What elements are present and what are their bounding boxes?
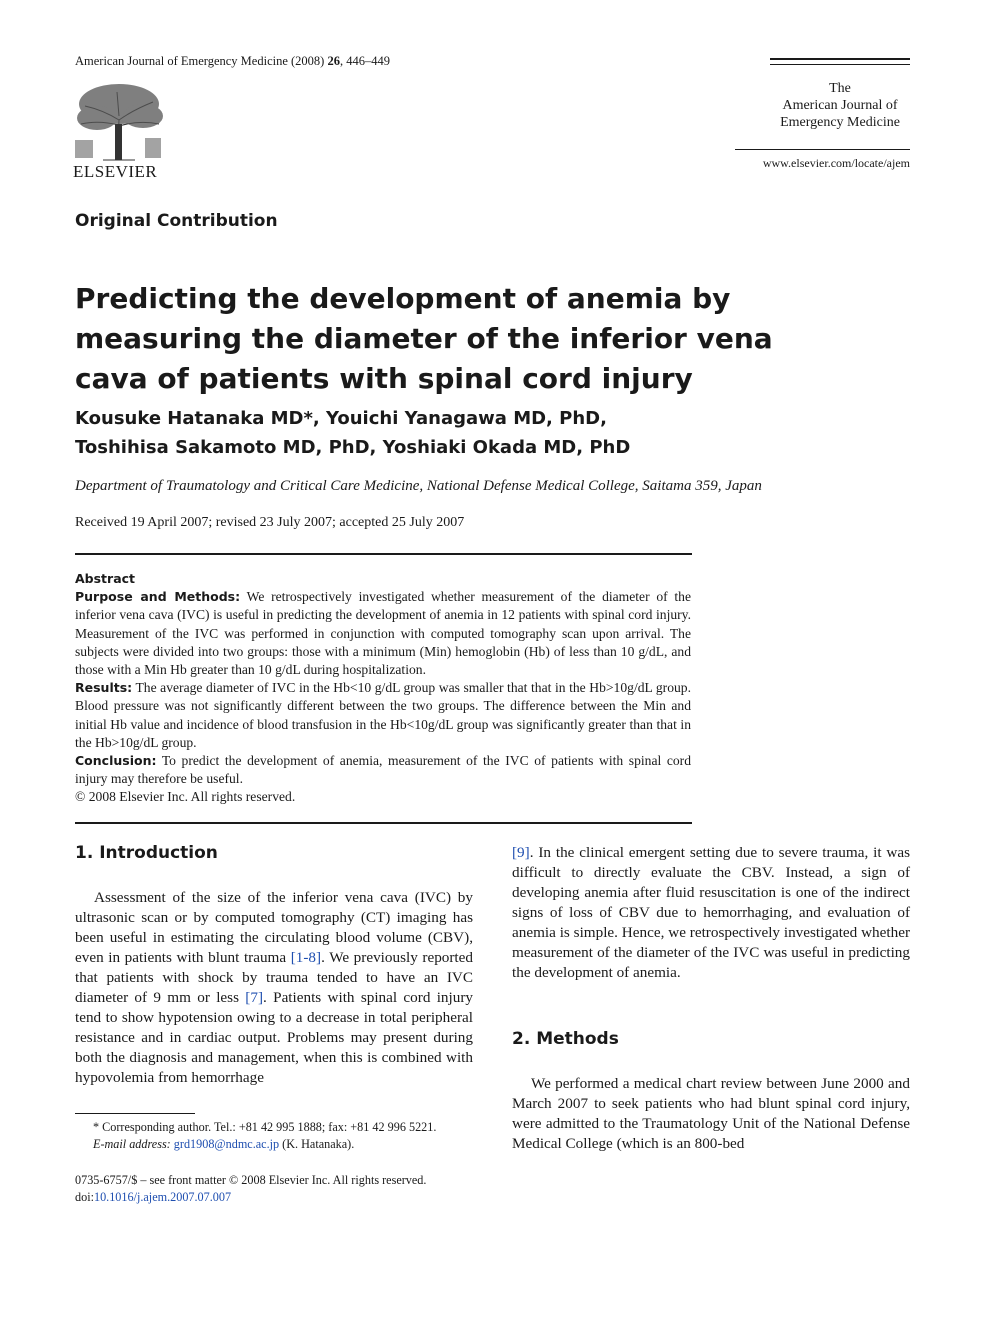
article-dates: Received 19 April 2007; revised 23 July 2007; accepted 25 July 2007 xyxy=(75,515,465,530)
citation-link[interactable]: [7] xyxy=(245,989,264,1006)
citation-link[interactable]: [1-8] xyxy=(290,949,322,966)
publisher-name: ELSEVIER xyxy=(73,162,158,181)
section-heading-introduction: 1. Introduction xyxy=(75,843,218,863)
abstract xyxy=(75,570,691,807)
masthead-rule xyxy=(770,58,910,60)
front-matter: 0735-6757/$ – see front matter © 2008 Elsevier Inc. All rights reserved. doi:10.1016/j.ajem.2007.07.007 xyxy=(75,1173,427,1204)
abstract-top-rule xyxy=(75,553,692,555)
abstract-purpose: Purpose and Methods: We retrospectively investigated whether measurement of the diameter of the inferior vena cava (IVC) is useful in predicting the development of anemia in 12 patients with spinal cord injury. Measurement of the IVC was performed in conjunction with computed tomography scan upon arrival. The subjects were divided into two groups: those with a minimum (Min) hemoglobin (Hb) of less than 10 g/dL, and those with a Min Hb greater than 10 g/dL during hospitalization. xyxy=(75,589,691,678)
tree-icon xyxy=(73,80,165,162)
author-line: Toshihisa Sakamoto MD, PhD, Yoshiaki Okada MD, PhD xyxy=(75,437,631,458)
footnote-rule xyxy=(75,1113,195,1114)
masthead-rule xyxy=(735,149,910,150)
masthead-rule xyxy=(770,64,910,65)
author-line: Kousuke Hatanaka MD*, Youichi Yanagawa MD, PhD, xyxy=(75,408,607,429)
section-heading-methods: 2. Methods xyxy=(512,1029,619,1049)
abstract-copyright: © 2008 Elsevier Inc. All rights reserved. xyxy=(75,789,296,805)
doi-link[interactable]: 10.1016/j.ajem.2007.07.007 xyxy=(93,1190,232,1204)
author-list xyxy=(75,404,835,462)
corresponding-author-footnote: * Corresponding author. Tel.: +81 42 995 1888; fax: +81 42 996 5221. E-mail address: grd1908@ndmc.ac.jp (K. Hatanaka). xyxy=(93,1120,437,1151)
intro-paragraph: Assessment of the size of the inferior vena cava (IVC) by ultrasonic scan or by computed tomography (CT) imaging has been useful in estimating the circulating blood volume (CBV), even in patients with blunt trauma [1-8]. We previously reported that patients with shock by trauma tended to have an IVC diameter of 9 mm or less [7]. Patients with spinal cord injury tend to show hypotension owing to a decrease in total peripheral resistance and in cardiac output. Problems may present during both the diagnosis and management, when this is combined with hypovolemia from hemorrhage xyxy=(75,889,473,1086)
citation-link[interactable]: [9] xyxy=(512,844,530,861)
body-column-left xyxy=(75,888,473,1088)
affiliation: Department of Traumatology and Critical Care Medicine, National Defense Medical College, Saitama 359, Japan xyxy=(75,478,762,494)
journal-logo: The American Journal of Emergency Medicine xyxy=(780,81,900,130)
journal-url[interactable]: www.elsevier.com/locate/ajem xyxy=(762,156,910,170)
abstract-results: Results: The average diameter of IVC in the Hb<10 g/dL group was smaller that that in the Hb>10g/dL group. Blood pressure was not significantly different between the two groups. The difference between the Min and initial Hb value and incidence of blood transfusion in the Hb<10g/dL group was significantly greater than that in the Hb>10g/dL group. xyxy=(75,680,691,750)
elsevier-tree-logo xyxy=(73,80,165,162)
abstract-conclusion: Conclusion: To predict the development of anemia, measurement of the IVC of patients with spinal cord injury may therefore be useful. xyxy=(75,753,691,787)
abstract-bottom-rule xyxy=(75,822,692,824)
methods-column xyxy=(512,1074,910,1154)
article-title: Predicting the development of anemia by measuring the diameter of the inferior vena cava of patients with spinal cord injury xyxy=(75,282,773,395)
intro-paragraph-continued: [9]. In the clinical emergent setting due to severe trauma, it was difficult to directly evaluate the CBV. Instead, a sign of developing anemia after fluid resuscitation is one of the indirect signs of loss of CBV due to hemorrhaging, and evaluation of anemia is simple. Hence, we retrospectively investigated whether measurement of the diameter of the IVC was useful in predicting the development of anemia. xyxy=(512,844,910,981)
section-type: Original Contribution xyxy=(75,211,278,231)
email-link[interactable]: grd1908@ndmc.ac.jp xyxy=(173,1137,280,1151)
body-column-right xyxy=(512,843,910,983)
abstract-heading: Abstract xyxy=(75,571,136,586)
methods-paragraph: We performed a medical chart review between June 2000 and March 2007 to seek patients who had blunt spinal cord injury, were admitted to the Traumatology Unit of the National Defense Medical College (which is an 800-bed xyxy=(512,1075,910,1152)
journal-citation: American Journal of Emergency Medicine (2008) 26, 446–449 xyxy=(75,54,390,68)
